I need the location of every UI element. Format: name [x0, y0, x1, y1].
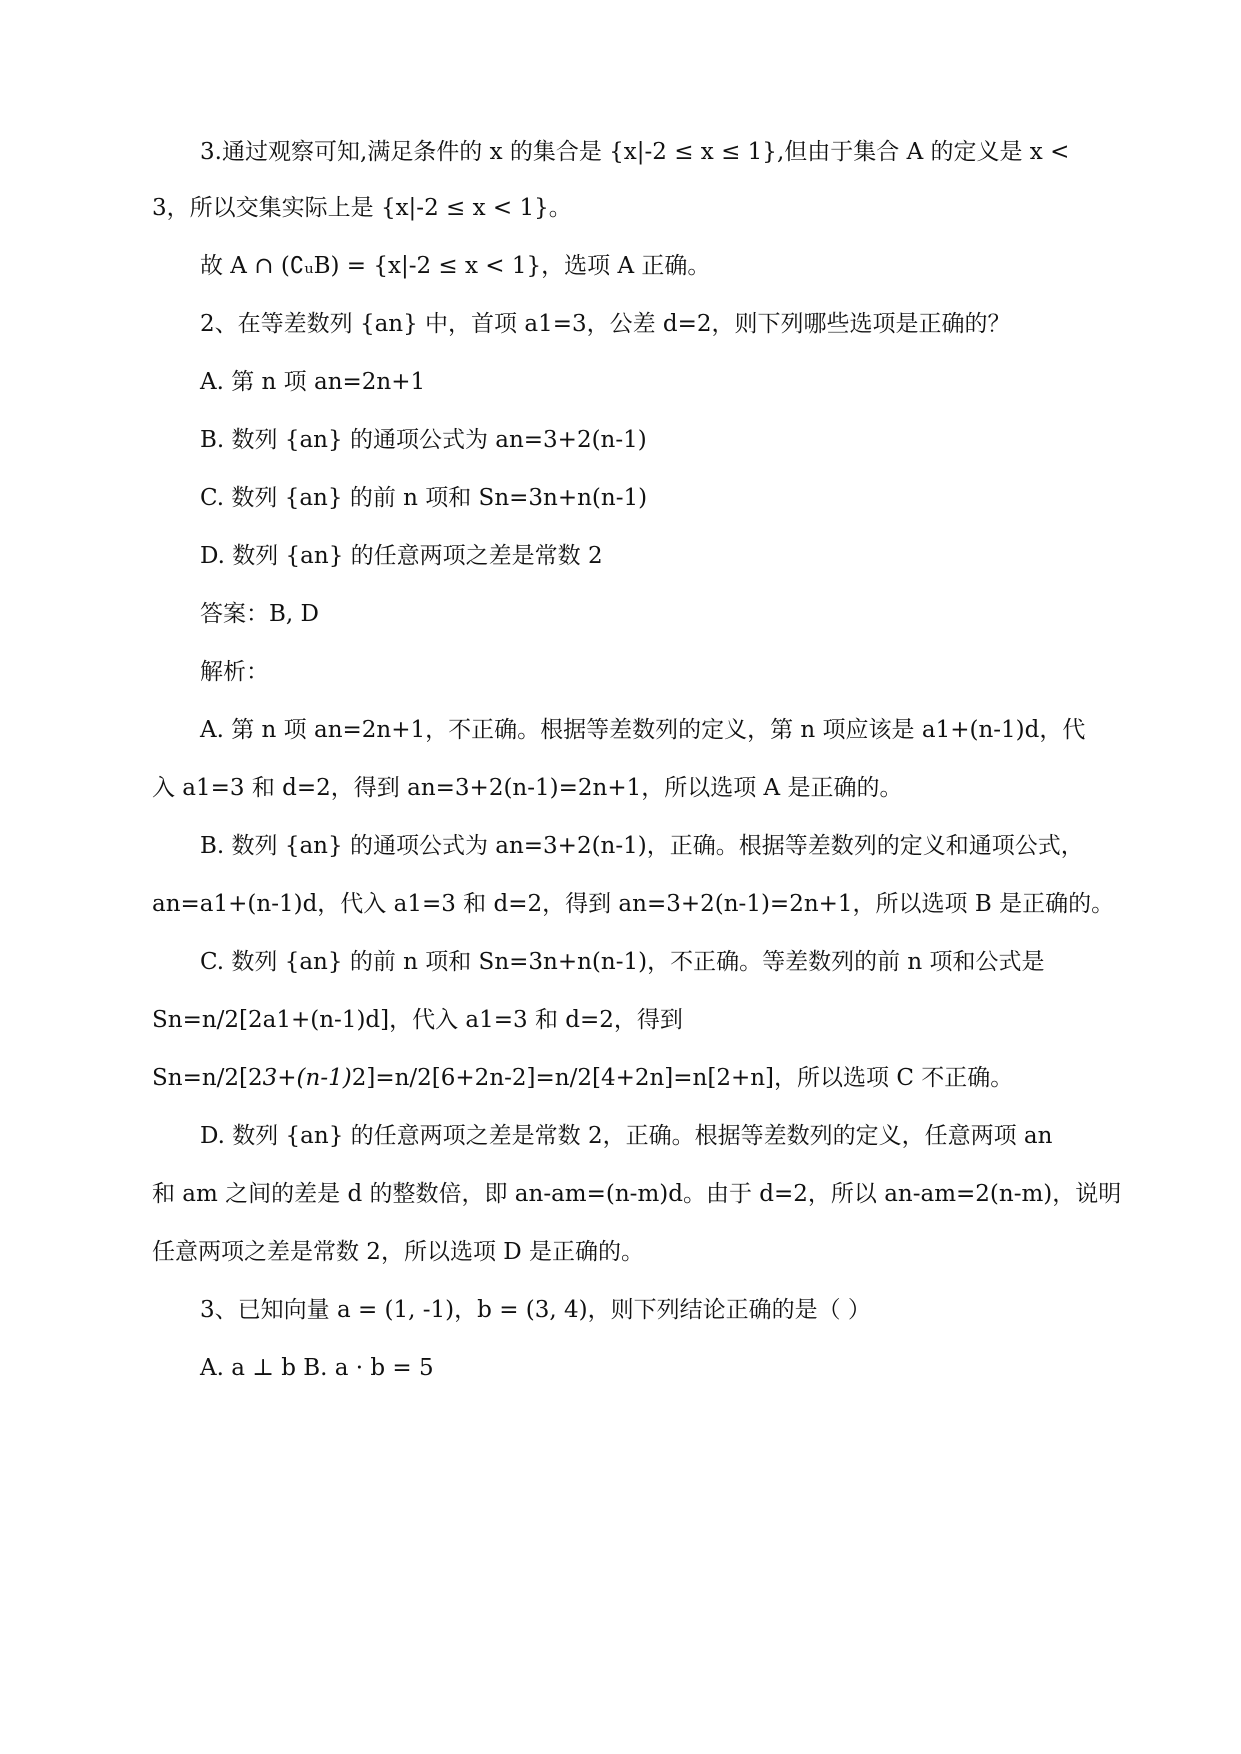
text-line: D. 数列 {an} 的任意两项之差是常数 2，正确。根据等差数列的定义，任意两项 an — [200, 1123, 1053, 1149]
text-line: 和 am 之间的差是 d 的整数倍，即 an-am=(n-m)d。由于 d=2，所以 an-am=2(n-m)，说明 — [152, 1181, 1122, 1207]
option-line: D. 数列 {an} 的任意两项之差是常数 2 — [200, 543, 603, 569]
text-line: B. 数列 {an} 的通项公式为 an=3+2(n-1)，正确。根据等差数列的定义和通项公式， — [200, 833, 1084, 859]
option-line: A. a ⊥ b B. a · b = 5 — [200, 1355, 434, 1381]
text-line: 入 a1=3 和 d=2，得到 an=3+2(n-1)=2n+1，所以选项 A 是正确的。 — [152, 775, 903, 801]
text-line: 故 A ∩ (∁ᵤB) = {x|-2 ≤ x < 1}，选项 A 正确。 — [200, 253, 711, 279]
question-heading: 2、在等差数列 {an} 中，首项 a1=3，公差 d=2，则下列哪些选项是正确的？ — [200, 311, 1011, 337]
text-line — [152, 1062, 1089, 1094]
question-heading: 3、已知向量 a = (1, -1)，b = (3, 4)，则下列结论正确的是（ ） — [200, 1297, 871, 1323]
text-line: Sn=n/2[2a1+(n-1)d]，代入 a1=3 和 d=2，得到 — [152, 1007, 683, 1033]
text-line: C. 数列 {an} 的前 n 项和 Sn=3n+n(n-1)，不正确。等差数列的前 n 项和公式是 — [200, 949, 1045, 975]
analysis-heading: 解析： — [200, 659, 269, 685]
answer-line: 答案：B, D — [200, 601, 319, 627]
text-line: 3.通过观察可知,满足条件的 x 的集合是 {x|-2 ≤ x ≤ 1},但由于集合 A 的定义是 x < — [200, 139, 1070, 165]
text-line: 3，所以交集实际上是 {x|-2 ≤ x < 1}。 — [152, 195, 572, 221]
option-line: B. 数列 {an} 的通项公式为 an=3+2(n-1) — [200, 427, 647, 453]
formula-part: 2]=n/2[6+2n-2]=n/2[4+2n]=n[2+n]，所以选项 C 不正确。 — [351, 1065, 1014, 1091]
text-line: an=a1+(n-1)d，代入 a1=3 和 d=2，得到 an=3+2(n-1)=2n+1，所以选项 B 是正确的。 — [152, 891, 1115, 917]
text-line: 任意两项之差是常数 2，所以选项 D 是正确的。 — [152, 1239, 645, 1265]
text-line: A. 第 n 项 an=2n+1，不正确。根据等差数列的定义，第 n 项应该是 a1+(n-1)d，代 — [200, 717, 1086, 743]
option-line: A. 第 n 项 an=2n+1 — [200, 369, 426, 395]
formula-italic-part: 3+(n-1) — [262, 1065, 352, 1091]
formula-part: Sn=n/2[2 — [152, 1065, 263, 1091]
option-line: C. 数列 {an} 的前 n 项和 Sn=3n+n(n-1) — [200, 485, 648, 511]
